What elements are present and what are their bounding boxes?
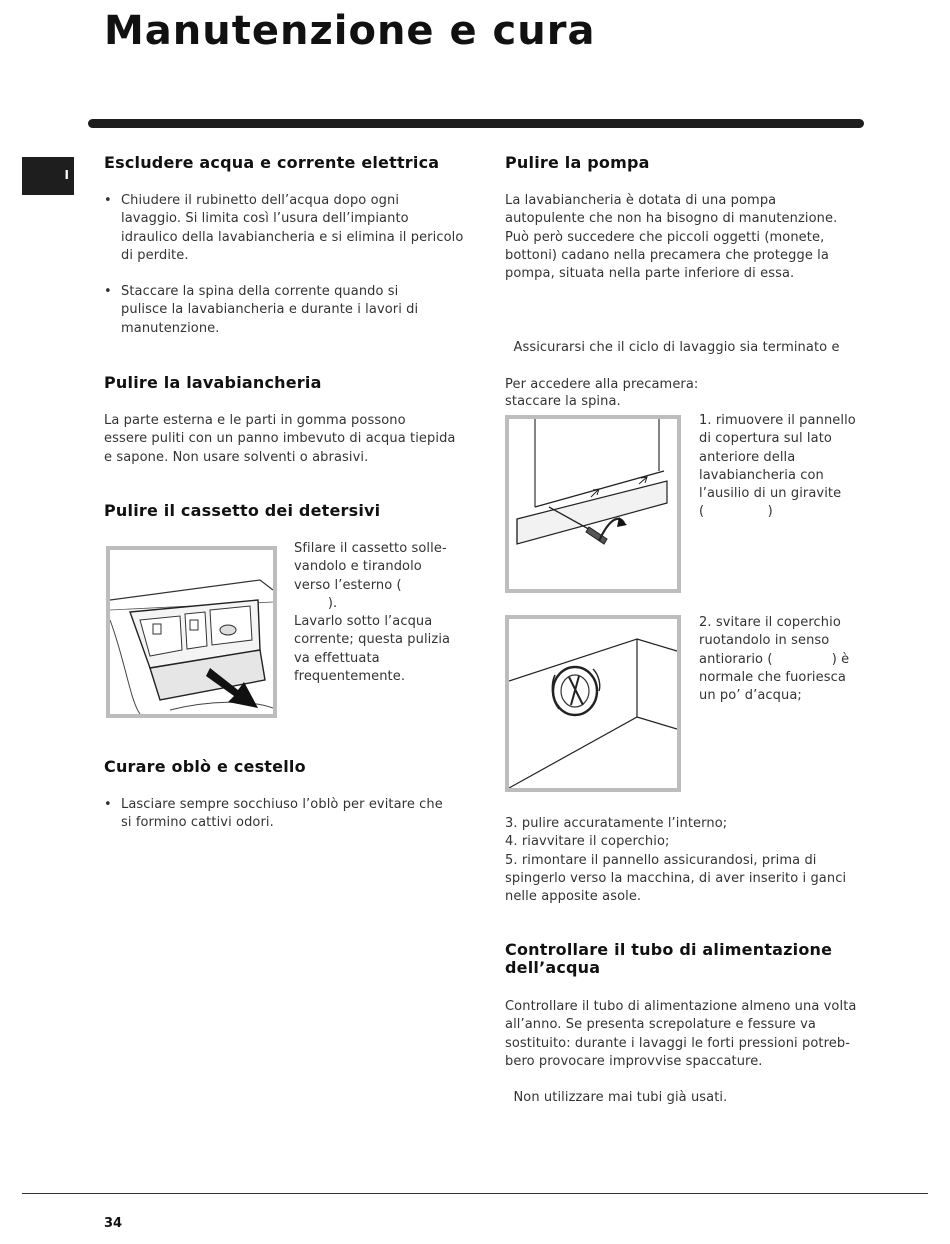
footer-divider (22, 1193, 928, 1194)
pump-steps-3-5: 3. pulire accuratamente l’interno; 4. riavvitare il coperchio; 5. rimontare il pannello assicurandosi, prima di spingerlo verso la macchina, di aver inserito i ganci nelle apposite asole. (505, 816, 847, 905)
curare-oblo-bullet-list (104, 796, 474, 833)
pump-step-1-text: 1. rimuovere il pannello di copertura sul lato anteriore della lavabiancheria con l’ausilio di un giravite ( ) (699, 413, 856, 520)
pump-panel-drawing (509, 419, 677, 589)
cassetto-instructions: Sfilare il cassetto solle- vandolo e tirandolo verso l’esterno ( ). Lavarlo sotto l’acqua corrente; questa pulizia va effettuata frequentemente. (294, 541, 451, 685)
tubo-text: Controllare il tubo di alimentazione almeno una volta all’anno. Se presenta screpolature e fessure va sostituito: durante i lavaggi le forti pressioni potreb- bero provocare improvvise spaccature. (505, 999, 857, 1069)
bullet-item: • Chiudere il rubinetto dell’acqua dopo ogni lavaggio. Si limita così l’usura dell’impianto idraulico della lavabiancheria e si elimina il pericolo di perdite. (104, 192, 474, 265)
heading-pulire-lavabiancheria: Pulire la lavabiancheria (104, 373, 322, 392)
tubo-warning-text: Non utilizzare mai tubi già usati. (505, 1090, 728, 1105)
detergent-drawer-illustration (106, 546, 277, 718)
pompa-intro-text: La lavabiancheria è dotata di una pompa autopulente che non ha bisogno di manutenzione. Può però succedere che piccoli oggetti (monete, bottoni) cadano nella precamera che protegge la pompa, situata nella parte inferiore di essa. (505, 193, 838, 282)
heading-escludere-acqua: Escludere acqua e corrente elettrica (104, 153, 440, 172)
language-tab (22, 157, 74, 195)
pump-cover-unscrew-illustration (505, 615, 681, 792)
detergent-drawer-drawing (110, 550, 273, 714)
bullet-item: • Staccare la spina della corrente quando si pulisce la lavabiancheria e durante i lavori di manutenzione. (104, 283, 474, 338)
page-title: Manutenzione e cura (104, 8, 596, 54)
pompa-safety-text: Assicurarsi che il ciclo di lavaggio sia terminato e staccare la spina. (505, 339, 840, 410)
pulire-lavabiancheria-text: La parte esterna e le parti in gomma possono essere puliti con un panno imbevuto di acqua tiepida e sapone. Non usare solventi o abrasivi. (104, 413, 456, 465)
heading-pulire-cassetto: Pulire il cassetto dei detersivi (104, 501, 381, 520)
pump-panel-removal-illustration (505, 415, 681, 593)
title-divider (88, 119, 864, 128)
heading-controllare-tubo: Controllare il tubo di alimentazione dell’acqua (505, 940, 833, 977)
precamera-access-text: Per accedere alla precamera: (505, 377, 699, 392)
escludere-bullet-list (104, 192, 474, 338)
heading-pulire-pompa: Pulire la pompa (505, 153, 650, 172)
bullet-item: • Lasciare sempre socchiuso l’oblò per evitare che si formino cattivi odori. (104, 796, 474, 833)
pump-step-2-text: 2. svitare il coperchio ruotandolo in senso antiorario ( ) è normale che fuoriesca un po’ d’acqua; (699, 615, 850, 704)
pump-cover-drawing (509, 619, 677, 788)
language-tab-label: I (64, 168, 69, 182)
page-number: 34 (104, 1216, 123, 1231)
heading-curare-oblo: Curare oblò e cestello (104, 757, 306, 776)
